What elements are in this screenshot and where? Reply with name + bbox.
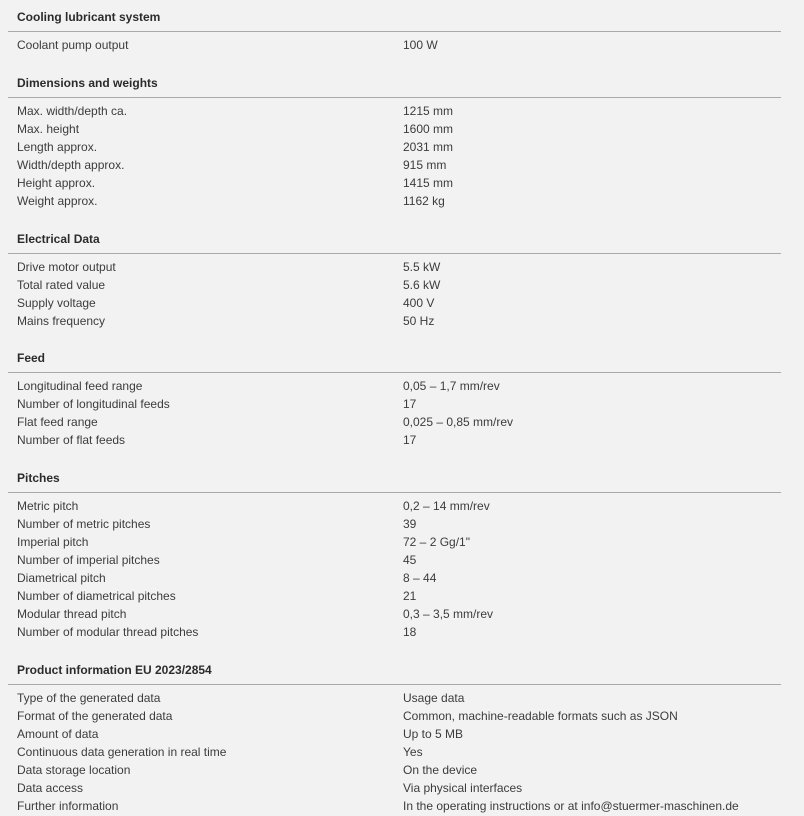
spec-row — [8, 761, 781, 779]
spec-label: Number of flat feeds — [17, 433, 126, 447]
spec-label: Number of metric pitches — [17, 517, 151, 531]
spec-row — [8, 377, 781, 395]
spec-value: 5.5 kW — [403, 260, 441, 274]
spec-label: Coolant pump output — [17, 38, 129, 52]
section-title: Electrical Data — [17, 232, 100, 246]
spec-row — [8, 551, 781, 569]
spec-value: 0,3 – 3,5 mm/rev — [403, 607, 494, 621]
section-title: Dimensions and weights — [17, 76, 158, 90]
spec-row — [8, 587, 781, 605]
spec-value: Yes — [403, 745, 423, 759]
spec-rows — [8, 685, 781, 815]
spec-rows — [8, 32, 781, 54]
spec-row — [8, 174, 781, 192]
spec-label: Flat feed range — [17, 415, 98, 429]
spec-label: Modular thread pitch — [17, 607, 127, 621]
spec-value: Via physical interfaces — [403, 781, 523, 795]
spec-row — [8, 102, 781, 120]
spec-row — [8, 605, 781, 623]
section-title: Product information EU 2023/2854 — [17, 663, 212, 677]
spec-label: Diametrical pitch — [17, 571, 106, 585]
spec-label: Number of imperial pitches — [17, 553, 160, 567]
spec-value: Usage data — [403, 691, 465, 705]
spec-row — [8, 258, 781, 276]
spec-label: Imperial pitch — [17, 535, 89, 549]
spec-row — [8, 725, 781, 743]
spec-value: 18 — [403, 625, 417, 639]
section-title: Feed — [17, 351, 46, 365]
spec-value: 8 – 44 — [403, 571, 437, 585]
spec-value: 400 V — [403, 296, 435, 310]
spec-row — [8, 515, 781, 533]
spec-label: Number of longitudinal feeds — [17, 397, 170, 411]
section-electrical-data — [8, 230, 781, 330]
spec-label: Data access — [17, 781, 84, 795]
spec-row — [8, 689, 781, 707]
spec-row — [8, 36, 781, 54]
section-product-information — [8, 661, 781, 815]
section-cooling-lubricant-system — [8, 8, 781, 54]
spec-row — [8, 138, 781, 156]
spec-row — [8, 413, 781, 431]
spec-label: Metric pitch — [17, 499, 79, 513]
spec-label: Length approx. — [17, 140, 98, 154]
spec-value: 915 mm — [403, 158, 447, 172]
spec-value: 0,05 – 1,7 mm/rev — [403, 379, 500, 393]
section-title: Pitches — [17, 471, 60, 485]
spec-label: Max. height — [17, 122, 80, 136]
spec-value: 50 Hz — [403, 314, 435, 328]
spec-value: 1215 mm — [403, 104, 454, 118]
spec-row — [8, 743, 781, 761]
spec-label: Data storage location — [17, 763, 131, 777]
spec-value: 72 – 2 Gg/1" — [403, 535, 470, 549]
spec-label: Continuous data generation in real time — [17, 745, 227, 759]
spec-row — [8, 431, 781, 449]
spec-value: 21 — [403, 589, 417, 603]
spec-label: Longitudinal feed range — [17, 379, 143, 393]
spec-value: 1600 mm — [403, 122, 454, 136]
spec-label: Type of the generated data — [17, 691, 161, 705]
spec-value: 45 — [403, 553, 417, 567]
spec-rows — [8, 254, 781, 330]
spec-value: Common, machine-readable formats such as JSON — [403, 709, 678, 723]
section-pitches — [8, 469, 781, 641]
spec-label: Format of the generated data — [17, 709, 173, 723]
spec-value: 100 W — [403, 38, 438, 52]
section-title: Cooling lubricant system — [17, 10, 161, 24]
spec-row — [8, 569, 781, 587]
spec-row — [8, 779, 781, 797]
spec-row — [8, 623, 781, 641]
section-dimensions-and-weights — [8, 74, 781, 210]
spec-row — [8, 497, 781, 515]
spec-value: 0,025 – 0,85 mm/rev — [403, 415, 514, 429]
spec-value: 1415 mm — [403, 176, 454, 190]
spec-row — [8, 533, 781, 551]
spec-value: On the device — [403, 763, 478, 777]
spec-row — [8, 294, 781, 312]
spec-label: Number of diametrical pitches — [17, 589, 176, 603]
section-feed — [8, 349, 781, 449]
spec-row — [8, 276, 781, 294]
spec-row — [8, 707, 781, 725]
spec-row — [8, 156, 781, 174]
spec-label: Supply voltage — [17, 296, 96, 310]
spec-value: 17 — [403, 397, 417, 411]
spec-label: Amount of data — [17, 727, 99, 741]
spec-label: Width/depth approx. — [17, 158, 125, 172]
spec-value: 1162 kg — [403, 194, 445, 208]
spec-label: Mains frequency — [17, 314, 106, 328]
spec-label: Number of modular thread pitches — [17, 625, 199, 639]
spec-rows — [8, 373, 781, 449]
spec-row — [8, 192, 781, 210]
spec-label: Max. width/depth ca. — [17, 104, 128, 118]
spec-label: Weight approx. — [17, 194, 98, 208]
spec-rows — [8, 493, 781, 641]
spec-row — [8, 797, 781, 815]
spec-row — [8, 395, 781, 413]
spec-label: Drive motor output — [17, 260, 116, 274]
spec-label: Height approx. — [17, 176, 96, 190]
spec-value: In the operating instructions or at info@stuermer-maschinen.de — [403, 799, 739, 813]
spec-label: Further information — [17, 799, 119, 813]
spec-value: 2031 mm — [403, 140, 454, 154]
spec-value: Up to 5 MB — [403, 727, 464, 741]
spec-value: 17 — [403, 433, 417, 447]
spec-value: 0,2 – 14 mm/rev — [403, 499, 490, 513]
spec-value: 5.6 kW — [403, 278, 441, 292]
spec-row — [8, 120, 781, 138]
spec-label: Total rated value — [17, 278, 106, 292]
spec-row — [8, 312, 781, 330]
spec-value: 39 — [403, 517, 417, 531]
spec-rows — [8, 98, 781, 210]
